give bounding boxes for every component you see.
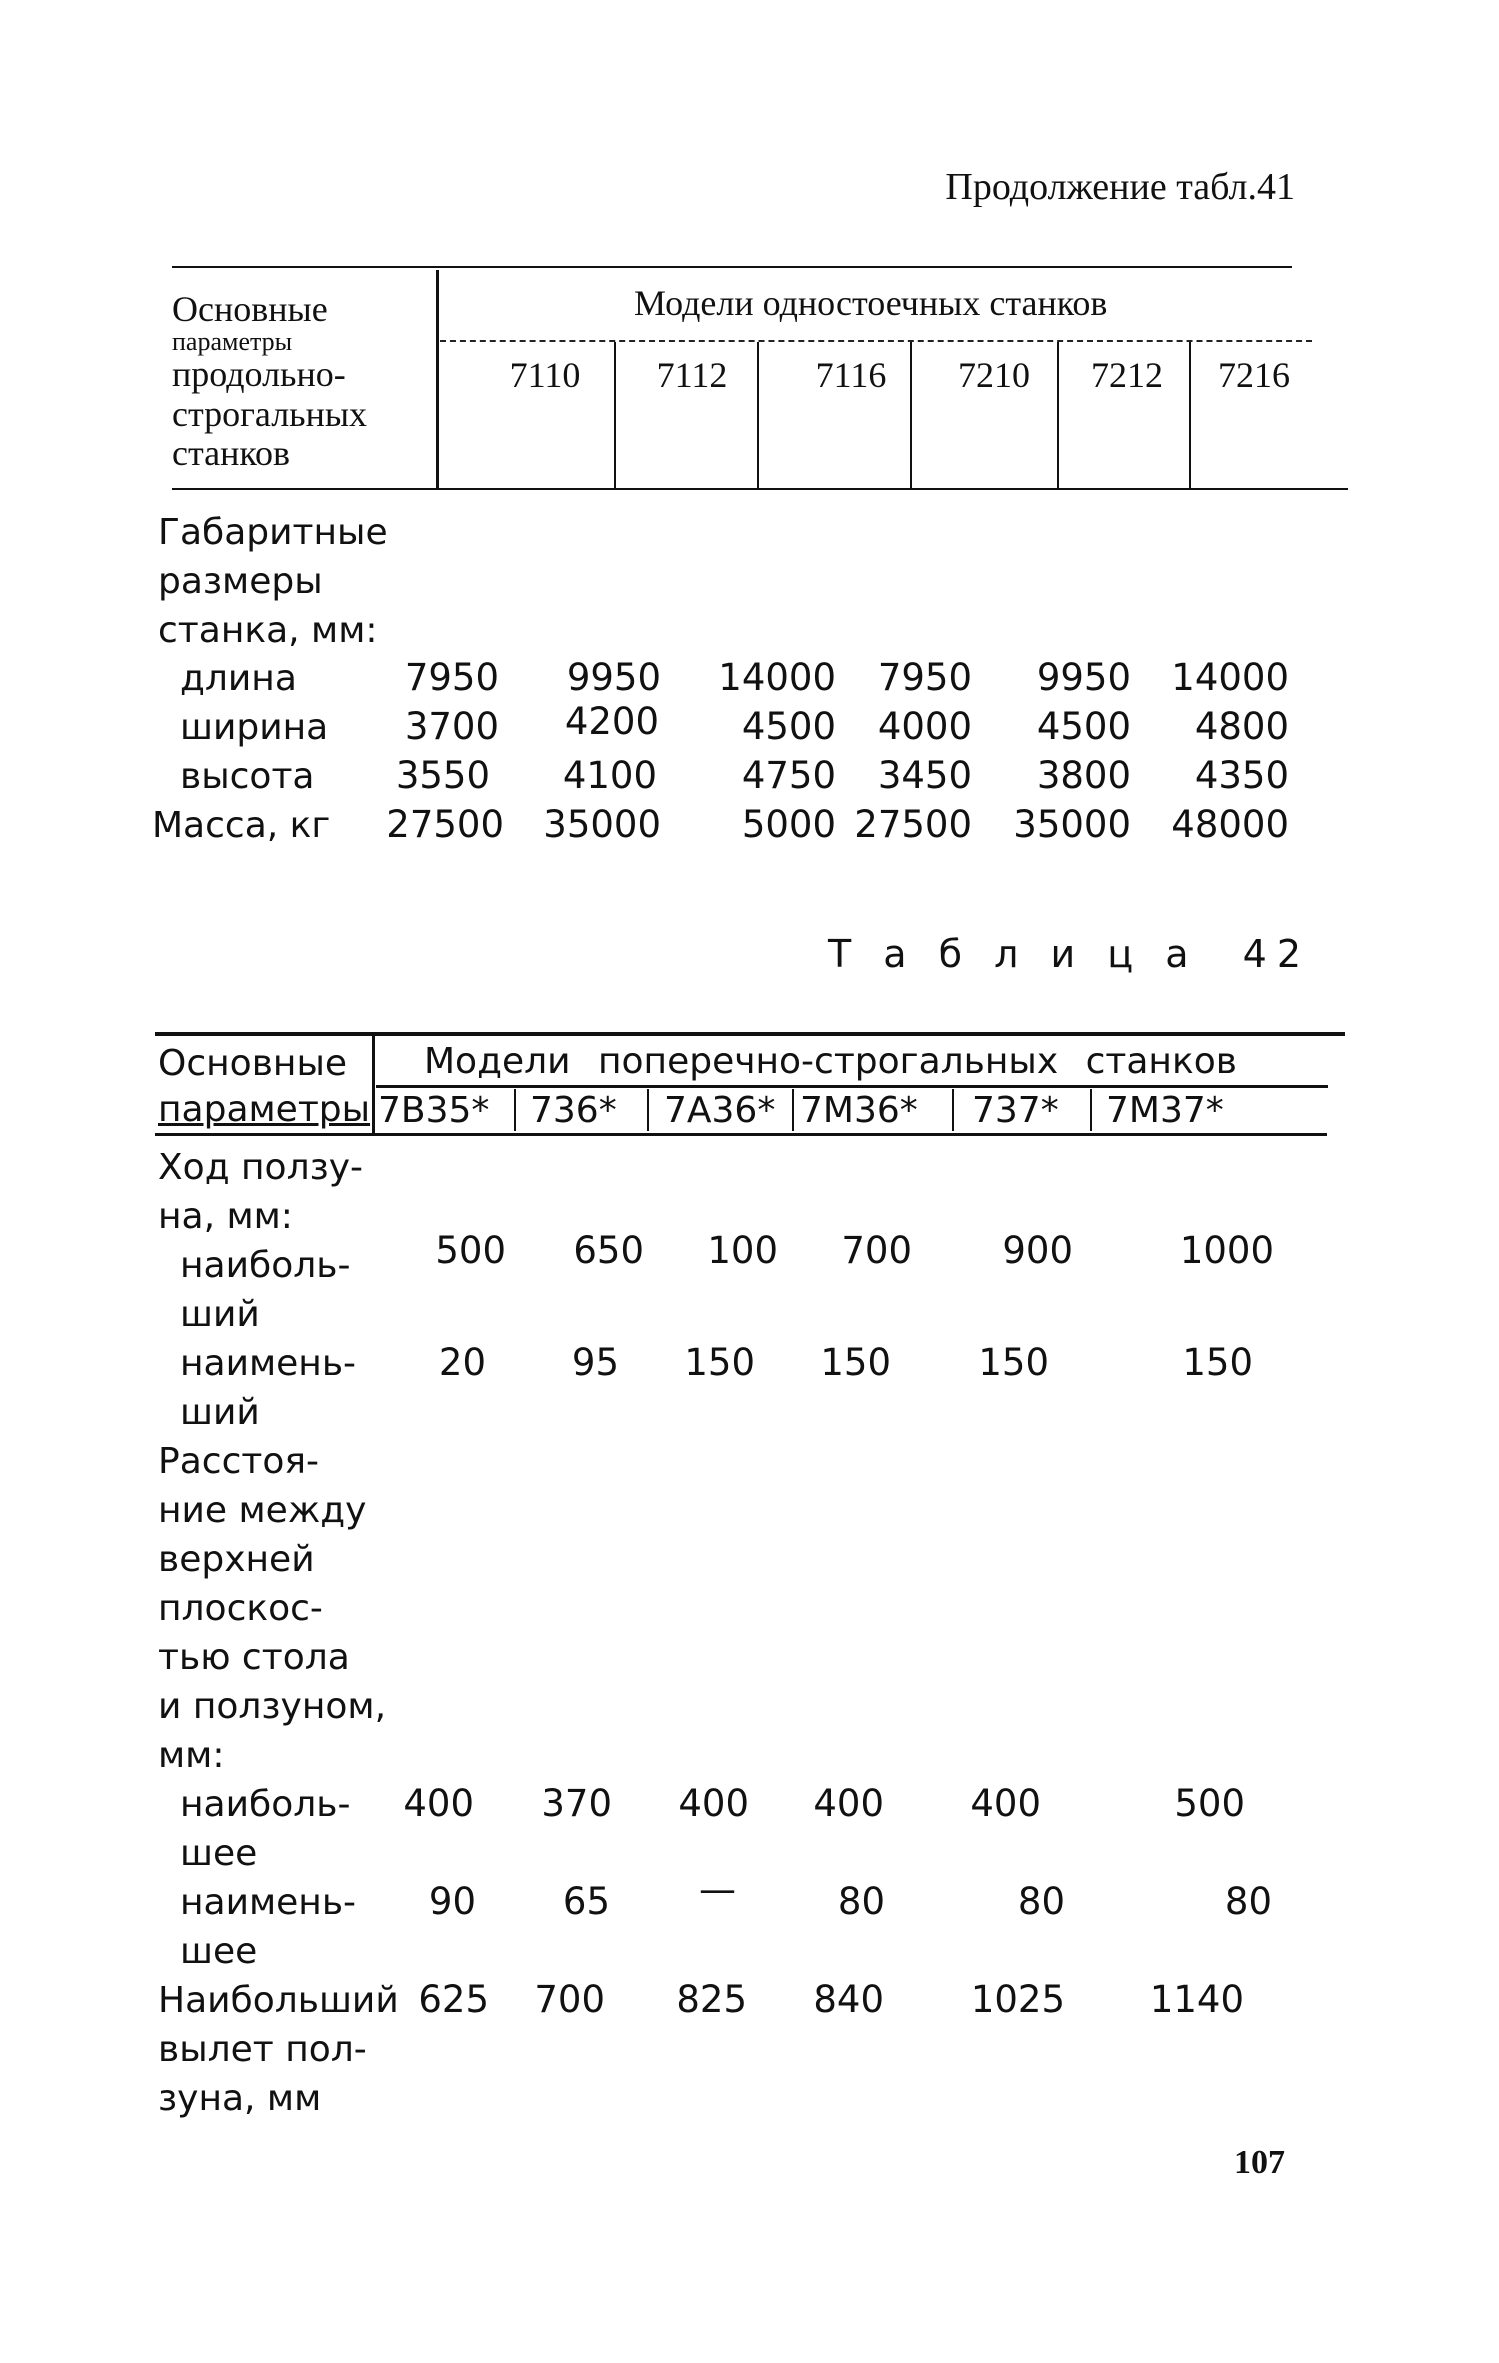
table-cell: 400: [970, 1782, 1041, 1825]
table41-continuation-caption: Продолжение табл.41: [945, 166, 1295, 208]
table-cell: 400: [813, 1782, 884, 1825]
row-label: Наибольший: [158, 1980, 399, 2021]
param-header-line: Основные: [158, 1043, 348, 1084]
table-cell: 4750: [741, 754, 836, 797]
row-label: плоскос-: [158, 1588, 323, 1629]
table-cell: 1025: [970, 1978, 1065, 2021]
table-cell: 80: [1224, 1880, 1272, 1923]
table42-group-header: Модели поперечно-строгальных станков: [424, 1041, 1237, 1082]
table42-caption: Т а б л и ц а 42: [827, 932, 1311, 976]
row-label: зуна, мм: [158, 2078, 322, 2119]
table-cell: 27500: [854, 803, 972, 846]
model-header: 737*: [972, 1090, 1059, 1131]
row-label: длина: [180, 658, 297, 699]
table-cell: 4000: [877, 705, 972, 748]
table-cell: 14000: [718, 656, 836, 699]
table-cell: 7950: [877, 656, 972, 699]
table-cell: 90: [428, 1880, 476, 1923]
row-label: шее: [180, 1833, 258, 1874]
model-header: 736*: [530, 1090, 617, 1131]
table-cell: 400: [678, 1782, 749, 1825]
table-cell: 4800: [1194, 705, 1289, 748]
table-cell: 4100: [562, 754, 657, 797]
table-cell: 3700: [404, 705, 499, 748]
row-label: наимень-: [180, 1882, 357, 1923]
table-cell: 35000: [1013, 803, 1131, 846]
row-label: ширина: [180, 707, 329, 748]
table41-group-rule: [440, 340, 1312, 342]
row-label: размеры: [158, 561, 323, 602]
table-cell: 14000: [1171, 656, 1289, 699]
model-header: 7216: [1218, 355, 1290, 395]
table-cell: 100: [707, 1229, 778, 1272]
table-cell: 700: [841, 1229, 912, 1272]
table41-group-header: Модели одностоечных станков: [634, 283, 1108, 323]
row-label: и ползуном,: [158, 1686, 387, 1727]
table-cell: 150: [820, 1341, 891, 1384]
row-label: Расстоя-: [158, 1441, 319, 1482]
table41-header-bottom-rule: [172, 488, 1348, 490]
row-label: Ход ползу-: [158, 1147, 364, 1188]
table-cell: 370: [541, 1782, 612, 1825]
table-cell: 500: [1174, 1782, 1245, 1825]
table-cell: 9950: [566, 656, 661, 699]
row-label: вылет пол-: [158, 2029, 367, 2070]
table-cell: 150: [1182, 1341, 1253, 1384]
table42-top-rule: [155, 1032, 1345, 1036]
model-header: 7В35*: [378, 1090, 490, 1131]
table42-header-bottom-rule: [155, 1133, 1327, 1136]
page-number: 107: [1234, 2144, 1285, 2181]
table-cell: 1140: [1149, 1978, 1244, 2021]
table-cell: 65: [562, 1880, 610, 1923]
col-divider: [614, 342, 616, 488]
row-label: Габаритные: [158, 512, 388, 553]
param-header-line: продольно-: [172, 354, 346, 394]
table-cell: 4350: [1194, 754, 1289, 797]
table-cell: 9950: [1036, 656, 1131, 699]
table-cell: 20: [438, 1341, 486, 1384]
table-cell: 3450: [877, 754, 972, 797]
table-cell: 400: [403, 1782, 474, 1825]
row-label: ший: [180, 1294, 260, 1335]
table-cell: 150: [684, 1341, 755, 1384]
table-cell: 840: [813, 1978, 884, 2021]
table-cell: 625: [418, 1978, 489, 2021]
table-cell: 80: [1017, 1880, 1065, 1923]
model-header: 7210: [958, 355, 1030, 395]
row-label: высота: [180, 756, 315, 797]
table-cell: 4500: [1036, 705, 1131, 748]
row-label: тью стола: [158, 1637, 350, 1678]
model-header: 7А36*: [664, 1090, 776, 1131]
param-header-line: строгальных: [172, 394, 368, 434]
row-label: Масса, кг: [152, 805, 331, 846]
table-cell: 500: [435, 1229, 506, 1272]
col-divider: [514, 1089, 516, 1131]
model-header: 7110: [509, 355, 581, 395]
table-cell: 80: [837, 1880, 885, 1923]
table-cell: 27500: [386, 803, 504, 846]
table-cell: 4200: [564, 700, 659, 743]
col-divider: [1090, 1089, 1092, 1131]
model-header: 7М36*: [800, 1090, 918, 1131]
table42-header-divider: [372, 1036, 375, 1134]
table-cell: 650: [573, 1229, 644, 1272]
table-cell: 4500: [741, 705, 836, 748]
table-cell: 7950: [404, 656, 499, 699]
model-header: 7116: [815, 355, 887, 395]
model-header: 7112: [656, 355, 728, 395]
col-divider: [647, 1089, 649, 1131]
table-cell: —: [699, 1868, 736, 1911]
param-header-line: параметры: [158, 1089, 371, 1130]
param-header-line: параметры: [172, 327, 293, 356]
table-cell: 900: [1002, 1229, 1073, 1272]
col-divider: [952, 1089, 954, 1131]
table41-header-divider: [436, 270, 439, 490]
table-cell: 3800: [1036, 754, 1131, 797]
row-label: шее: [180, 1931, 258, 1972]
table-cell: 95: [571, 1341, 619, 1384]
table41-top-rule: [172, 266, 1292, 268]
table-cell: 825: [676, 1978, 747, 2021]
table42-group-rule: [376, 1085, 1328, 1088]
row-label: наимень-: [180, 1343, 357, 1384]
table-cell: 48000: [1171, 803, 1289, 846]
row-label: станка, мм:: [158, 610, 378, 651]
row-label: верхней: [158, 1539, 315, 1580]
model-header: 7М37*: [1106, 1090, 1224, 1131]
param-header-line: станков: [172, 433, 291, 473]
table-cell: 1000: [1179, 1229, 1274, 1272]
row-label: наиболь-: [180, 1784, 351, 1825]
table-cell: 700: [534, 1978, 605, 2021]
row-label: на, мм:: [158, 1196, 293, 1237]
param-header-line: Основные: [172, 289, 328, 329]
col-divider: [757, 342, 759, 488]
table-cell: 150: [978, 1341, 1049, 1384]
model-header: 7212: [1091, 355, 1163, 395]
col-divider: [792, 1089, 794, 1131]
table-cell: 5000: [741, 803, 836, 846]
table-cell: 3550: [395, 754, 490, 797]
row-label: мм:: [158, 1735, 225, 1776]
table-cell: 35000: [543, 803, 661, 846]
row-label: ние между: [158, 1490, 367, 1531]
row-label: ший: [180, 1392, 260, 1433]
row-label: наиболь-: [180, 1245, 351, 1286]
